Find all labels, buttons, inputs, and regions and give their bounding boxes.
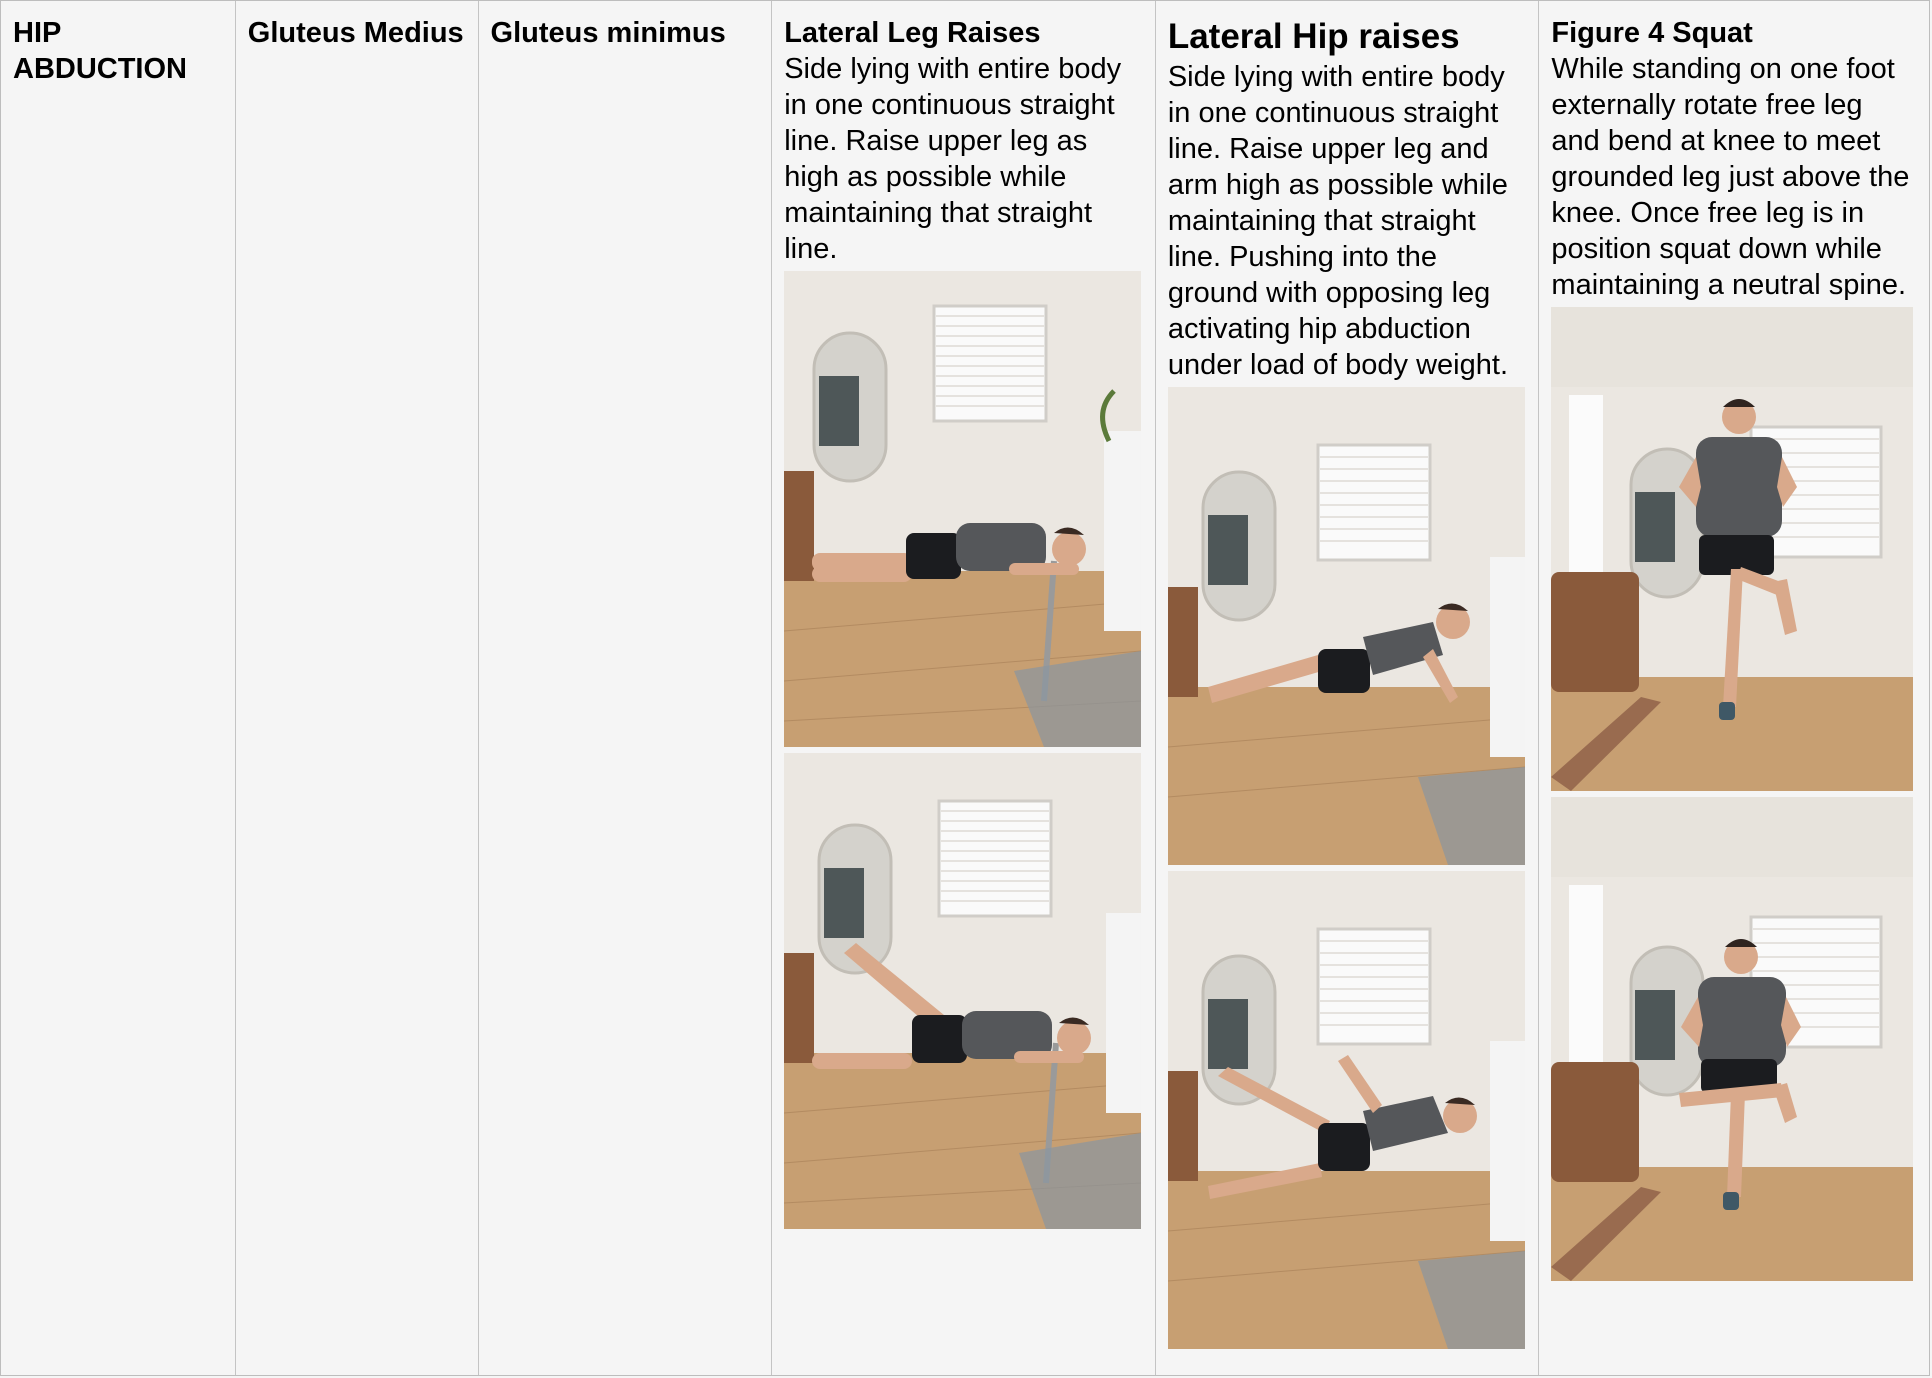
- exercise-cell-figure-4-squat: [1539, 1, 1929, 1375]
- exercise-heading: Lateral Hip raises: [1167, 17, 1460, 56]
- exercise-photo-finish: [784, 753, 1141, 1229]
- exercise-photo-start: [1551, 307, 1913, 791]
- exercise-heading: Figure 4 Squat: [1551, 17, 1753, 49]
- exercise-photo-start: [784, 271, 1141, 747]
- exercise-photo-finish: [1551, 797, 1913, 1281]
- category-cell: [1, 1, 236, 1375]
- exercise-description: Side lying with entire body in one continuous straight line. Raise upper leg as high as possible while maintaining that straight line.: [784, 53, 1122, 265]
- secondary-muscle-heading: Gluteus minimus: [490, 17, 726, 49]
- primary-muscle-cell: [236, 1, 479, 1375]
- exercise-heading: Lateral Leg Raises: [784, 17, 1041, 49]
- exercise-cell-lateral-leg-raises: [772, 1, 1156, 1375]
- exercise-photo-finish: [1168, 871, 1525, 1349]
- primary-muscle-heading: Gluteus Medius: [247, 17, 464, 49]
- exercise-cell-lateral-hip-raises: [1156, 1, 1540, 1375]
- secondary-muscle-cell: [479, 1, 773, 1375]
- exercise-description: Side lying with entire body in one continuous straight line. Raise upper leg and arm high as possible while maintaining that straight line. Pushing into the ground with opposing leg activating hip abduction under load of body weight.: [1167, 61, 1508, 381]
- exercise-photo-start: [1168, 387, 1525, 865]
- exercise-description: While standing on one foot externally rotate free leg and bend at knee to meet grounded leg just above the knee. Once free leg is in position squat down while maintaining a neutral spine.: [1551, 53, 1910, 301]
- category-heading: HIP ABDUCTION: [13, 17, 187, 85]
